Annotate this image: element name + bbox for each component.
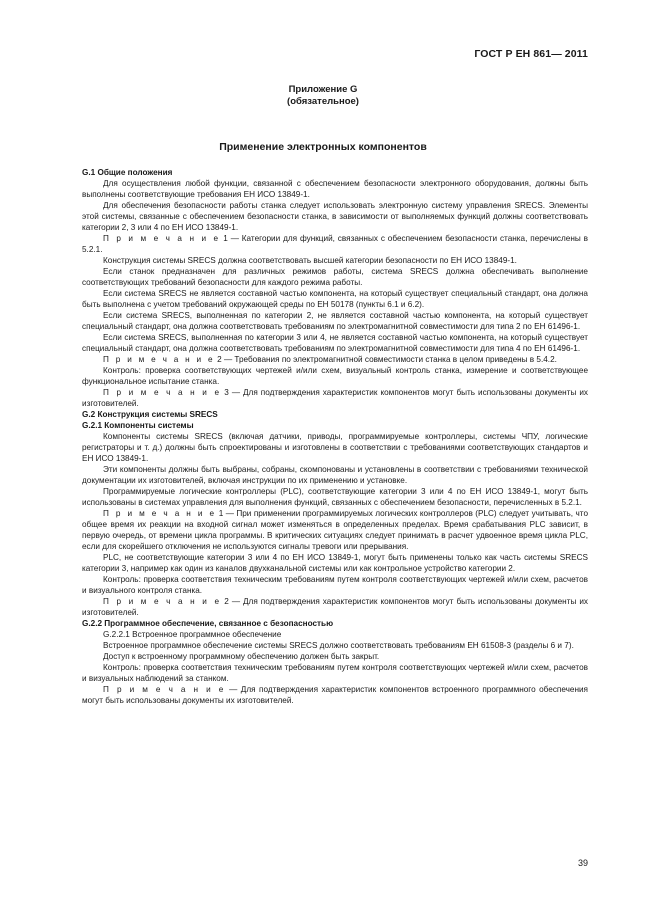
paragraph-text: Эти компоненты должны быть выбраны, собраны, скомпонованы и установлены в соответствии с требованиями технической документации их изготовителей, включая инструкции по их применению и установке. xyxy=(82,465,588,485)
paragraph-text: Для осуществления любой функции, связанной с обеспечением безопасности электронного оборудования, должны быть выполнены соответствующие требования ЕН ИСО 13849-1. xyxy=(82,179,588,199)
paragraph-text: G.2.1 Компоненты системы xyxy=(82,421,194,430)
paragraph-text: Если система SRECS, выполненная по категории 3 или 4, не является составной частью компонента, на который существует специальный стандарт, она должна соответствовать требованиям по электромагнитной совместимости для типа 4 по ЕН 61496-1. xyxy=(82,333,588,353)
body-paragraph xyxy=(82,486,588,508)
body-paragraph xyxy=(82,266,588,288)
body-paragraph xyxy=(82,200,588,233)
note-label: П р и м е ч а н и е xyxy=(103,685,226,694)
paragraph-text: Если система SRECS, выполненная по категории 2, не является составной частью компонента, на который существует специальный стандарт, она должна соответствовать требованиям по электромагнитной совместимости для типа 2 по ЕН 61496-1. xyxy=(82,311,588,331)
paragraph-text: Встроенное программное обеспечение системы SRECS должно соответствовать требованиям ЕН 61508-3 (разделы 6 и 7). xyxy=(103,641,574,650)
paragraph-text: Программируемые логические контроллеры (PLC), соответствующие категории 3 или 4 по ЕН ИСО 13849-1, могут быть использованы в системах управления для выполнения функций, связанных с обеспечением безопасности, перечисленных в 5.2.1. xyxy=(82,487,588,507)
paragraph-text: Для обеспечения безопасности работы станка следует использовать электронную систему управления SRECS. Элементы этой системы, связанные с обеспечением безопасности станка, в зависимости от выполняемых функций должны соответствовать категории 2, 3 или 4 по ЕН ИСО 13849-1. xyxy=(82,201,588,232)
section-heading xyxy=(82,420,588,431)
paragraph-text: Конструкция системы SRECS должна соответствовать высшей категории безопасности по ЕН ИСО 13849-1. xyxy=(103,256,517,265)
body-paragraph xyxy=(82,288,588,310)
note-paragraph xyxy=(82,508,588,552)
note-paragraph xyxy=(82,387,588,409)
paragraph-text: 2 — Для подтверждения характеристик компонентов могут быть использованы документы их изготовителей. xyxy=(82,597,588,617)
paragraph-text: Контроль: проверка соответствия техническим требованиям путем контроля соответствующих чертежей и/или схем, расчетов и визуального контроля станка. xyxy=(82,575,588,595)
paragraph-text: G.2 Конструкция системы SRECS xyxy=(82,410,218,419)
note-paragraph xyxy=(82,684,588,706)
body-paragraph xyxy=(82,332,588,354)
paragraph-text: Компоненты системы SRECS (включая датчики, приводы, программируемые контроллеры, системы ЧПУ, логические регистраторы и т. д.) должны быть спроектированы и изготовлены в соответствии с требованиями соответствующих стандартов и ЕН ИСО 13849-1. xyxy=(82,432,588,463)
paragraph-text: G.1 Общие положения xyxy=(82,168,173,177)
body-paragraph xyxy=(82,464,588,486)
body-paragraph xyxy=(82,178,588,200)
body-paragraph xyxy=(82,255,588,266)
note-label: П р и м е ч а н и е xyxy=(103,234,221,243)
paragraph-text: PLC, не соответствующие категории 3 или 4 по ЕН ИСО 13849-1, могут быть применены только как часть системы SRECS категории 3, например как один из каналов двухканальной системы или как контрольное устройство категории 2. xyxy=(82,553,588,573)
paragraph-text: Контроль: проверка соответствующих чертежей и/или схем, визуальный контроль станка, измерение и соответствующее функциональное испытание станка. xyxy=(82,366,588,386)
note-label: П р и м е ч а н и е xyxy=(103,597,222,606)
paragraph-text: — Для подтверждения характеристик компонентов встроенного программного обеспечения могут быть использованы документы их изготовителей. xyxy=(82,685,588,705)
section-heading xyxy=(82,409,588,420)
paragraph-text: Контроль: проверка соответствия техническим требованиям путем контроля соответствующих чертежей и/или схем, расчетов и визуальных наблюдений за станком. xyxy=(82,663,588,683)
paragraph-text: G.2.2.1 Встроенное программное обеспечение xyxy=(103,630,282,639)
note-label: П р и м е ч а н и е xyxy=(103,355,215,364)
body-paragraph xyxy=(82,651,588,662)
standard-header: ГОСТ Р ЕН 861— 2011 xyxy=(474,48,588,60)
body-paragraph xyxy=(82,640,588,651)
annex-heading xyxy=(0,84,646,108)
paragraph-text: 3 — Для подтверждения характеристик компонентов могут быть использованы документы их изготовителей. xyxy=(82,388,588,408)
paragraph-text: 1 — При применении программируемых логических контроллеров (PLC) следует учитывать, что общее время их реакции на входной сигнал может изменяться в определенных пределах. Время срабатывания PLC зависит, в первую очередь, от времени цикла программы. В критических ситуациях следует принимать в расчет удвоенное время цикла PLC, если для скорейшего отключения не используются сигналы тревоги или прерывания. xyxy=(82,509,588,551)
annex-main-title: Применение электронных компонентов xyxy=(219,141,427,153)
annex-status: (обязательное) xyxy=(287,96,359,107)
document-body xyxy=(82,167,588,706)
page-number: 39 xyxy=(577,858,588,868)
body-paragraph xyxy=(82,365,588,387)
note-paragraph xyxy=(82,233,588,255)
body-paragraph xyxy=(82,662,588,684)
paragraph-text: Если станок предназначен для различных режимов работы, система SRECS должна обеспечивать выполнение соответствующих требований безопасности для каждого режима работы. xyxy=(82,267,588,287)
paragraph-text: Доступ к встроенному программному обеспечению должен быть закрыт. xyxy=(103,652,380,661)
note-label: П р и м е ч а н и е xyxy=(103,388,222,397)
body-paragraph xyxy=(82,574,588,596)
body-paragraph xyxy=(82,431,588,464)
note-paragraph xyxy=(82,354,588,365)
paragraph-text: Если система SRECS не является составной частью компонента, на который существует специальный стандарт, она должна быть выполнена с учетом требований окружающей среды по ЕН 50178 (пункты 6.1 и 6.2). xyxy=(82,289,588,309)
body-paragraph xyxy=(82,629,588,640)
note-label: П р и м е ч а н и е xyxy=(103,509,217,518)
body-paragraph xyxy=(82,310,588,332)
paragraph-text: 2 — Требования по электромагнитной совместимости станка в целом приведены в 5.4.2. xyxy=(214,355,557,364)
annex-title: Приложение G xyxy=(288,84,358,95)
paragraph-text: 1 — Категории для функций, связанных с обеспечением безопасности станка, перечислены в 5.2.1. xyxy=(82,234,588,254)
section-heading xyxy=(82,167,588,178)
paragraph-text: G.2.2 Программное обеспечение, связанное с безопасностью xyxy=(82,619,334,628)
note-paragraph xyxy=(82,596,588,618)
body-paragraph xyxy=(82,552,588,574)
section-heading xyxy=(82,618,588,629)
